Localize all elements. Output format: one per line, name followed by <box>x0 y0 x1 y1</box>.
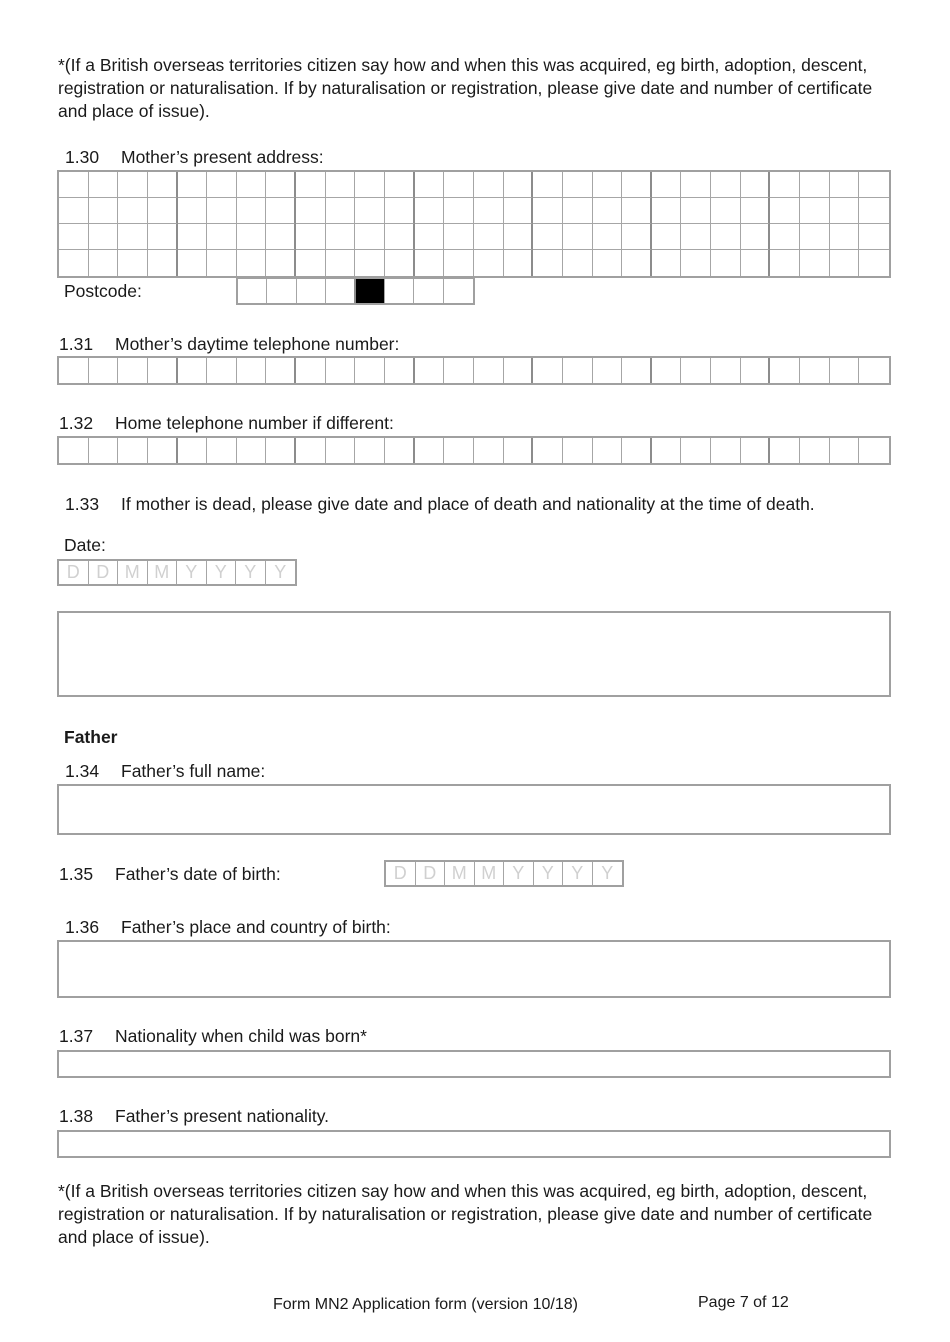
character-box[interactable] <box>266 358 296 383</box>
question-text: Father’s present nationality. <box>115 1106 330 1126</box>
character-box[interactable] <box>89 224 119 250</box>
date-digit-box[interactable]: D <box>59 561 89 584</box>
date-digit-box[interactable]: Y <box>274 562 287 582</box>
character-box[interactable] <box>741 358 771 383</box>
character-box[interactable] <box>297 279 326 303</box>
character-box[interactable] <box>296 250 326 276</box>
character-box[interactable] <box>385 198 415 224</box>
character-box[interactable] <box>830 438 860 463</box>
character-box[interactable] <box>444 358 474 383</box>
character-box[interactable] <box>89 198 119 224</box>
character-box[interactable] <box>504 172 534 198</box>
character-box[interactable] <box>859 250 889 276</box>
mother-death-details-box[interactable] <box>57 611 891 697</box>
father-nationality-at-birth-box[interactable] <box>57 1050 891 1078</box>
character-box[interactable] <box>800 224 830 250</box>
character-box[interactable] <box>474 358 504 383</box>
character-box[interactable] <box>267 279 296 303</box>
date-digit-box[interactable]: M <box>475 862 505 885</box>
character-box[interactable] <box>711 198 741 224</box>
character-box[interactable] <box>118 198 148 224</box>
character-box[interactable] <box>622 438 652 463</box>
character-box[interactable] <box>385 358 415 383</box>
character-box[interactable] <box>266 224 296 250</box>
character-box[interactable] <box>237 438 267 463</box>
character-box[interactable] <box>859 172 889 198</box>
character-box[interactable] <box>681 438 711 463</box>
character-box[interactable] <box>533 250 563 276</box>
character-box[interactable] <box>770 198 800 224</box>
character-box[interactable] <box>681 250 711 276</box>
character-box[interactable] <box>504 438 534 463</box>
postcode-label: Postcode: <box>64 281 142 301</box>
father-dob-field[interactable] <box>384 860 624 887</box>
father-heading: Father <box>64 727 118 747</box>
date-digit-box[interactable]: D <box>386 862 416 885</box>
date-digit-box[interactable]: M <box>445 862 475 885</box>
character-box[interactable] <box>563 172 593 198</box>
character-box[interactable] <box>118 172 148 198</box>
date-digit-box[interactable]: Y <box>207 561 237 584</box>
character-box[interactable] <box>118 250 148 276</box>
character-box[interactable] <box>830 172 860 198</box>
character-box[interactable] <box>415 198 445 224</box>
question-1-32-label <box>59 413 394 433</box>
character-box[interactable] <box>830 224 860 250</box>
character-box[interactable] <box>593 172 623 198</box>
character-box[interactable] <box>800 198 830 224</box>
character-box[interactable] <box>356 279 385 303</box>
character-box[interactable] <box>178 172 208 198</box>
character-box[interactable] <box>89 172 119 198</box>
character-box[interactable] <box>207 358 237 383</box>
mother-daytime-phone-grid[interactable] <box>57 356 891 385</box>
character-box[interactable] <box>444 279 473 303</box>
character-box[interactable] <box>207 224 237 250</box>
character-box[interactable] <box>593 224 623 250</box>
question-text: Mother’s present address: <box>121 147 324 167</box>
character-box[interactable] <box>474 172 504 198</box>
character-box[interactable] <box>326 438 356 463</box>
character-box[interactable] <box>148 224 178 250</box>
character-box[interactable] <box>415 172 445 198</box>
character-box[interactable] <box>830 250 860 276</box>
mother-postcode-grid[interactable] <box>236 277 475 305</box>
character-box[interactable] <box>593 250 623 276</box>
question-text: Father’s date of birth: <box>115 864 281 884</box>
character-box[interactable] <box>59 172 89 198</box>
character-box[interactable] <box>444 224 474 250</box>
character-box[interactable] <box>474 198 504 224</box>
character-box[interactable] <box>681 224 711 250</box>
question-text: Nationality when child was born* <box>115 1026 367 1046</box>
character-box[interactable] <box>770 358 800 383</box>
character-box[interactable] <box>178 224 208 250</box>
character-box[interactable] <box>770 438 800 463</box>
character-box[interactable] <box>711 250 741 276</box>
character-box[interactable] <box>711 172 741 198</box>
character-box[interactable] <box>385 250 415 276</box>
date-digit-box[interactable]: D <box>89 561 119 584</box>
question-text: Mother’s daytime telephone number: <box>115 334 400 354</box>
character-box[interactable] <box>148 250 178 276</box>
character-box[interactable] <box>178 198 208 224</box>
question-number: 1.35 <box>59 864 94 884</box>
character-box[interactable] <box>237 224 267 250</box>
character-box[interactable] <box>148 438 178 463</box>
character-box[interactable] <box>238 279 267 303</box>
footer-form-id: Form MN2 Application form (version 10/18) <box>273 1296 578 1313</box>
question-number: 1.33 <box>65 494 100 514</box>
character-box[interactable] <box>593 438 623 463</box>
date-digit-box[interactable]: Y <box>177 561 207 584</box>
character-box[interactable] <box>59 438 89 463</box>
character-box[interactable] <box>296 358 326 383</box>
character-box[interactable] <box>59 224 89 250</box>
question-number: 1.31 <box>59 334 94 354</box>
character-box[interactable] <box>148 358 178 383</box>
character-box[interactable] <box>207 198 237 224</box>
date-label: Date: <box>64 535 106 555</box>
character-box[interactable] <box>622 224 652 250</box>
character-box[interactable] <box>118 358 148 383</box>
date-digit-box[interactable]: Y <box>563 862 593 885</box>
character-box[interactable] <box>681 358 711 383</box>
character-box[interactable] <box>622 358 652 383</box>
character-box[interactable] <box>800 358 830 383</box>
character-box[interactable] <box>593 358 623 383</box>
character-box[interactable] <box>385 172 415 198</box>
mother-death-date-field[interactable] <box>57 559 297 586</box>
character-box[interactable] <box>355 198 385 224</box>
mother-home-phone-grid[interactable] <box>57 436 891 465</box>
character-box[interactable] <box>741 198 771 224</box>
character-box[interactable] <box>741 438 771 463</box>
character-box[interactable] <box>741 172 771 198</box>
character-box[interactable] <box>296 198 326 224</box>
character-box[interactable] <box>178 250 208 276</box>
father-birthplace-box[interactable] <box>57 940 891 998</box>
character-box[interactable] <box>711 224 741 250</box>
character-box[interactable] <box>652 250 682 276</box>
character-box[interactable] <box>563 224 593 250</box>
question-number: 1.38 <box>59 1106 94 1126</box>
character-box[interactable] <box>415 224 445 250</box>
question-text: Father’s full name: <box>121 761 266 781</box>
character-box[interactable] <box>266 250 296 276</box>
character-box[interactable] <box>118 438 148 463</box>
date-digit-box[interactable]: Y <box>534 862 564 885</box>
character-box[interactable] <box>711 438 741 463</box>
character-box[interactable] <box>237 358 267 383</box>
character-box[interactable] <box>563 358 593 383</box>
character-box[interactable] <box>178 438 208 463</box>
character-box[interactable] <box>770 224 800 250</box>
character-box[interactable] <box>355 172 385 198</box>
character-box[interactable] <box>859 358 889 383</box>
question-1-30-label <box>65 147 324 167</box>
character-box[interactable] <box>444 250 474 276</box>
question-1-31-label <box>59 334 399 354</box>
character-box[interactable] <box>59 250 89 276</box>
character-box[interactable] <box>652 172 682 198</box>
mother-address-grid[interactable] <box>57 170 891 278</box>
character-box[interactable] <box>622 172 652 198</box>
father-full-name-box[interactable] <box>57 784 891 835</box>
character-box[interactable] <box>444 198 474 224</box>
character-box[interactable] <box>207 250 237 276</box>
question-number: 1.36 <box>65 917 100 937</box>
character-box[interactable] <box>504 198 534 224</box>
question-text: Father’s place and country of birth: <box>121 917 391 937</box>
character-box[interactable] <box>563 250 593 276</box>
character-box[interactable] <box>326 358 356 383</box>
character-box[interactable] <box>859 198 889 224</box>
character-box[interactable] <box>237 198 267 224</box>
character-box[interactable] <box>681 198 711 224</box>
character-box[interactable] <box>770 250 800 276</box>
character-box[interactable] <box>237 250 267 276</box>
character-box[interactable] <box>652 358 682 383</box>
character-box[interactable] <box>533 224 563 250</box>
character-box[interactable] <box>355 224 385 250</box>
question-text: If mother is dead, please give date and place of death and nationality at the time of death. <box>121 494 815 514</box>
question-1-34-label <box>65 761 265 781</box>
date-digit-box[interactable]: Y <box>601 863 614 883</box>
character-box[interactable] <box>207 438 237 463</box>
character-box[interactable] <box>800 172 830 198</box>
character-box[interactable] <box>296 438 326 463</box>
character-box[interactable] <box>533 358 563 383</box>
character-box[interactable] <box>296 172 326 198</box>
date-digit-box[interactable]: M <box>148 561 178 584</box>
question-number: 1.30 <box>65 147 100 167</box>
character-box[interactable] <box>859 224 889 250</box>
character-box[interactable] <box>444 438 474 463</box>
character-box[interactable] <box>859 438 889 463</box>
character-box[interactable] <box>148 172 178 198</box>
question-number: 1.37 <box>59 1026 94 1046</box>
character-box[interactable] <box>830 358 860 383</box>
character-box[interactable] <box>415 438 445 463</box>
date-digit-box[interactable]: Y <box>504 862 534 885</box>
character-box[interactable] <box>830 198 860 224</box>
character-box[interactable] <box>385 224 415 250</box>
character-box[interactable] <box>533 198 563 224</box>
character-box[interactable] <box>474 438 504 463</box>
character-box[interactable] <box>355 250 385 276</box>
character-box[interactable] <box>89 250 119 276</box>
question-1-38-label <box>59 1106 329 1126</box>
character-box[interactable] <box>89 438 119 463</box>
character-box[interactable] <box>326 279 355 303</box>
footer-page-number: Page 7 of 12 <box>698 1294 789 1311</box>
question-text: Home telephone number if different: <box>115 413 394 433</box>
character-box[interactable] <box>800 438 830 463</box>
character-box[interactable] <box>355 438 385 463</box>
nationality-note-top: *(If a British overseas territories citizen say how and when this was acquired, eg birth, adoption, descent, registration or naturalisation. If by naturalisation or registration, please give date and number of certificate and place of issue). <box>58 55 873 121</box>
character-box[interactable] <box>89 358 119 383</box>
character-box[interactable] <box>563 198 593 224</box>
character-box[interactable] <box>385 438 415 463</box>
character-box[interactable] <box>504 250 534 276</box>
date-digit-box[interactable]: M <box>118 561 148 584</box>
character-box[interactable] <box>296 224 326 250</box>
character-box[interactable] <box>474 224 504 250</box>
character-box[interactable] <box>59 358 89 383</box>
character-box[interactable] <box>504 224 534 250</box>
character-box[interactable] <box>326 250 356 276</box>
character-box[interactable] <box>118 224 148 250</box>
question-1-36-label <box>65 917 391 937</box>
character-box[interactable] <box>207 172 237 198</box>
question-number: 1.32 <box>59 413 94 433</box>
character-box[interactable] <box>800 250 830 276</box>
character-box[interactable] <box>681 172 711 198</box>
character-box[interactable] <box>148 198 178 224</box>
father-present-nationality-box[interactable] <box>57 1130 891 1158</box>
question-1-37-label <box>59 1026 367 1046</box>
character-box[interactable] <box>741 224 771 250</box>
character-box[interactable] <box>563 438 593 463</box>
character-box[interactable] <box>533 172 563 198</box>
character-box[interactable] <box>652 198 682 224</box>
character-box[interactable] <box>711 358 741 383</box>
character-box[interactable] <box>326 172 356 198</box>
character-box[interactable] <box>593 198 623 224</box>
character-box[interactable] <box>770 172 800 198</box>
character-box[interactable] <box>355 358 385 383</box>
character-box[interactable] <box>652 224 682 250</box>
character-box[interactable] <box>59 198 89 224</box>
character-box[interactable] <box>622 250 652 276</box>
character-box[interactable] <box>414 279 443 303</box>
character-box[interactable] <box>622 198 652 224</box>
nationality-note-bottom: *(If a British overseas territories citizen say how and when this was acquired, eg birth, adoption, descent, registration or naturalisation. If by naturalisation or registration, please give date and number of certificate and place of issue). <box>58 1181 873 1247</box>
date-digit-box[interactable]: D <box>416 862 446 885</box>
character-box[interactable] <box>533 438 563 463</box>
character-box[interactable] <box>266 438 296 463</box>
character-box[interactable] <box>266 172 296 198</box>
character-box[interactable] <box>266 198 296 224</box>
character-box[interactable] <box>474 250 504 276</box>
character-box[interactable] <box>415 358 445 383</box>
character-box[interactable] <box>741 250 771 276</box>
question-number: 1.34 <box>65 761 100 781</box>
character-box[interactable] <box>652 438 682 463</box>
character-box[interactable] <box>444 172 474 198</box>
question-1-35-label <box>59 864 281 884</box>
date-digit-box[interactable]: Y <box>236 561 266 584</box>
character-box[interactable] <box>385 279 414 303</box>
question-1-33-label <box>65 494 815 514</box>
character-box[interactable] <box>326 198 356 224</box>
character-box[interactable] <box>504 358 534 383</box>
character-box[interactable] <box>415 250 445 276</box>
character-box[interactable] <box>178 358 208 383</box>
character-box[interactable] <box>326 224 356 250</box>
character-box[interactable] <box>237 172 267 198</box>
